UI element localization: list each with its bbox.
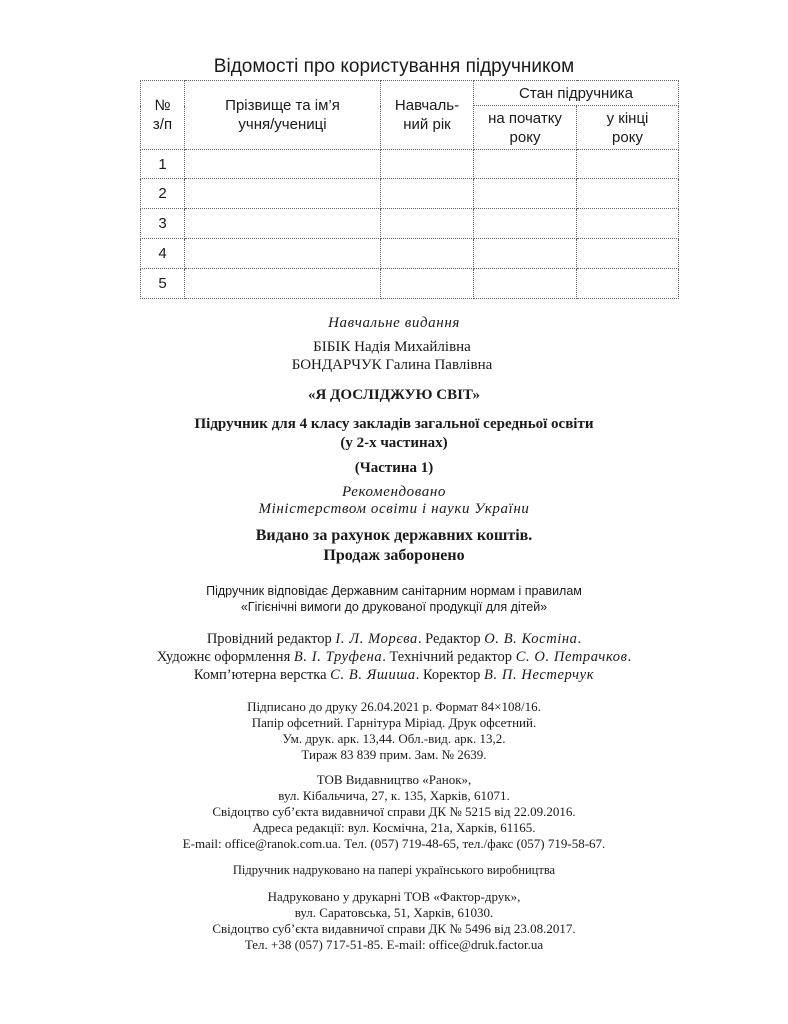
row-number: 2 [141, 179, 185, 209]
row-number: 5 [141, 269, 185, 299]
printer-line: Свідоцтво суб’єкта видавничої справи ДК № 5496 від 23.08.2017. [212, 921, 576, 936]
book-title: «Я ДОСЛІДЖУЮ СВІТ» [307, 387, 481, 403]
start-state-cell [474, 179, 577, 209]
printer-info [0, 889, 788, 953]
publisher-line: Адреса редакції: вул. Космічна, 21а, Харків, 61165. [252, 820, 536, 835]
art-design-name: В. І. Труфена [293, 649, 383, 665]
proofreader-label: Коректор [422, 667, 481, 683]
printer-line: вул. Саратовська, 51, Харків, 61030. [294, 905, 494, 920]
year-cell [381, 239, 474, 269]
end-state-cell [577, 239, 679, 269]
textbook-usage-table [140, 80, 679, 299]
sanitary-notice-title: «Гігієнічні вимоги до друкованої продукції для дітей» [240, 600, 548, 614]
row-number: 1 [141, 150, 185, 179]
year-cell [381, 179, 474, 209]
lead-editor-name: І. Л. Морєва [335, 631, 418, 647]
header-start-of-year: на початку року [474, 106, 577, 150]
proofreader-name: В. П. Нестерчук [484, 667, 595, 683]
colophon [0, 314, 788, 953]
name-cell [185, 150, 381, 179]
header-name: Прізвище та ім’я учня/учениці [185, 81, 381, 150]
printer-line: Надруковано у друкарні ТОВ «Фактор-друк», [267, 889, 521, 904]
name-cell [185, 239, 381, 269]
print-specs [0, 699, 788, 763]
name-cell [185, 179, 381, 209]
editor-label: Редактор [425, 631, 481, 647]
start-state-cell [474, 269, 577, 299]
tech-editor-name: С. О. Петрачков [515, 649, 628, 665]
print-spec-line: Ум. друк. арк. 13,44. Обл.-вид. арк. 13,2. [282, 731, 506, 746]
author: БІБІК Надія Михайлівна [313, 339, 471, 355]
row-number: 3 [141, 209, 185, 239]
publisher-line: E-mail: office@ranok.com.ua. Тел. (057) 719-48-65, тел./факс (057) 719-58-67. [182, 836, 606, 851]
printer-line: Тел. +38 (057) 717-51-85. E-mail: office@druk.factor.ua [244, 937, 544, 952]
recommendation-ministry: Міністерством освіти і науки України [258, 501, 530, 517]
end-state-cell [577, 179, 679, 209]
table-row [141, 150, 679, 179]
state-funded-notice: Видано за рахунок державних коштів. [255, 527, 533, 544]
publisher-info [0, 772, 788, 852]
sanitary-notice: Підручник відповідає Державним санітарним нормам і правилам [206, 584, 582, 598]
paper-note: Підручник надруковано на папері українського виробництва [232, 863, 556, 877]
subtitle: Підручник для 4 класу закладів загальної середньої освіти [194, 416, 594, 432]
year-cell [381, 209, 474, 239]
publisher-line: вул. Кібальчича, 27, к. 135, Харків, 61071. [278, 788, 510, 803]
header-number: № з/п [141, 81, 185, 150]
edition-type: Навчальне видання [328, 315, 460, 331]
header-school-year: Навчаль- ний рік [381, 81, 474, 150]
table-row [141, 209, 679, 239]
start-state-cell [474, 239, 577, 269]
print-spec-line: Тираж 83 839 прим. Зам. № 2639. [301, 747, 487, 762]
row-number: 4 [141, 239, 185, 269]
end-state-cell [577, 150, 679, 179]
table-row [141, 239, 679, 269]
print-spec-line: Підписано до друку 26.04.2021 р. Формат 84×108/16. [247, 699, 541, 714]
name-cell [185, 209, 381, 239]
tech-editor-label: Технічний редактор [389, 649, 513, 665]
end-state-cell [577, 209, 679, 239]
table-title: Відомості про користування підручником [213, 56, 575, 77]
lead-editor-label: Провідний редактор [206, 631, 332, 647]
year-cell [381, 150, 474, 179]
part-number: (Частина 1) [354, 460, 434, 476]
staff-credits: Провідний редактор І. Л. Морєва. Редактор О. В. Костіна. Художнє оформлення В. І. Труфена. Технічний редактор С. О. Петрачков. Комп’ютерна верстка С. В. Яшиша. Коректор В. П. Нестерчук [156, 631, 632, 683]
subtitle-parts: (у 2-х частинах) [340, 435, 448, 451]
header-end-of-year: у кінці року [577, 106, 679, 150]
publisher-line: ТОВ Видавництво «Ранок», [316, 772, 472, 787]
name-cell [185, 269, 381, 299]
layout-name: С. В. Яшиша [330, 667, 416, 683]
end-state-cell [577, 269, 679, 299]
start-state-cell [474, 209, 577, 239]
year-cell [381, 269, 474, 299]
header-book-state: Стан підручника [474, 81, 679, 106]
author: БОНДАРЧУК Галина Павлівна [291, 357, 493, 373]
publisher-line: Свідоцтво суб’єкта видавничої справи ДК № 5215 від 22.09.2016. [212, 804, 576, 819]
editor-name: О. В. Костіна [484, 631, 578, 647]
art-design-label: Художнє оформлення [156, 649, 291, 665]
print-spec-line: Папір офсетний. Гарнітура Міріад. Друк офсетний. [251, 715, 537, 730]
recommendation: Рекомендовано [341, 484, 447, 500]
table-row [141, 269, 679, 299]
sale-prohibited-notice: Продаж заборонено [323, 547, 465, 564]
table-row [141, 179, 679, 209]
layout-label: Комп’ютерна верстка [193, 667, 327, 683]
start-state-cell [474, 150, 577, 179]
